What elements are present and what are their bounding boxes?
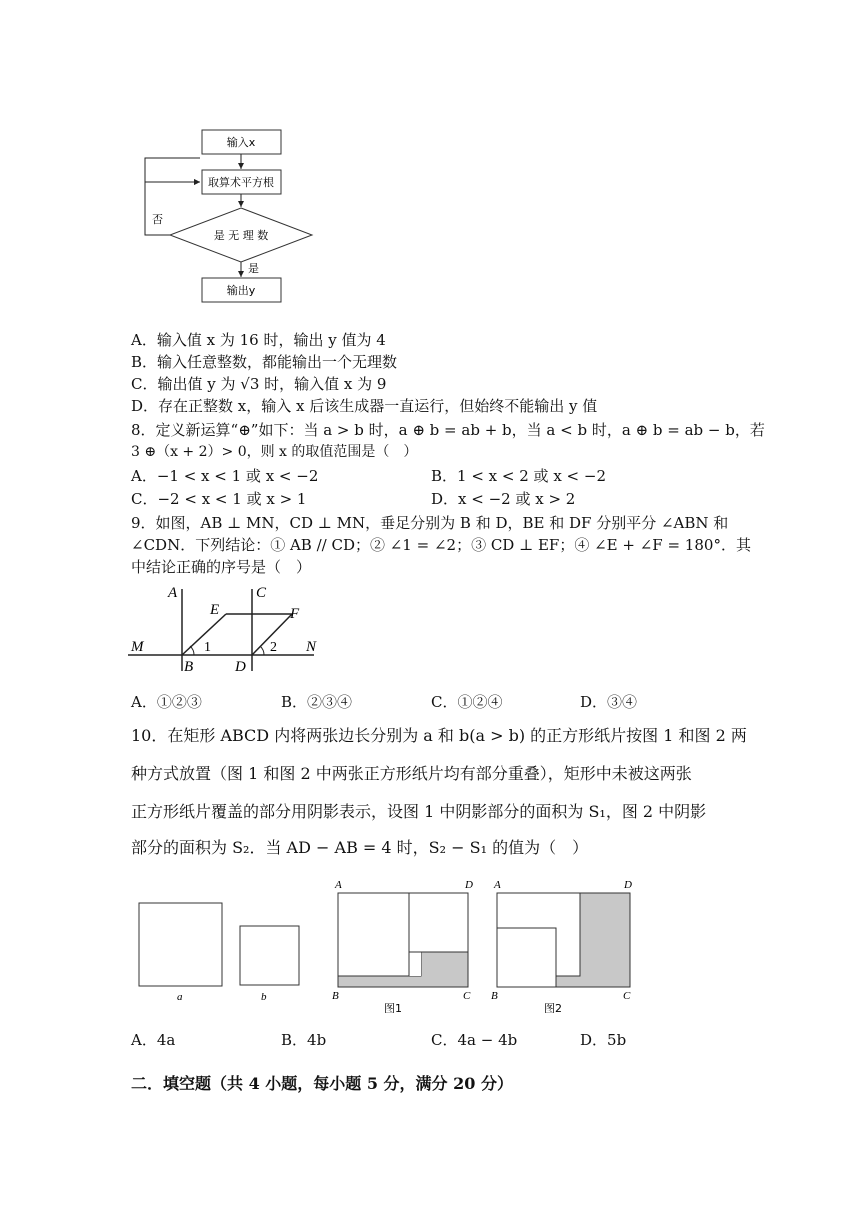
label-n: N [306,639,317,655]
q10-option-d: D．5b [580,1031,627,1049]
flowchart-sqrt-text: 取算术平方根 [208,176,274,189]
q10-stem-line4: 部分的面积为 S₂．当 AD − AB = 4 时，S₂ − S₁ 的值为（ ） [131,838,589,857]
flowchart-no-label: 否 [152,213,163,226]
q7-option-a: A．输入值 x 为 16 时，输出 y 值为 4 [131,331,386,349]
section-heading-fill-blank: 二．填空题（共 4 小题，每小题 5 分，满分 20 分） [131,1074,513,1093]
label-b: B [184,659,194,675]
label-side-b: b [261,991,267,1003]
q8-stem-line2: 3 ⊕（x + 2）> 0，则 x 的取值范围是（ ） [131,444,418,460]
q7-option-b: B．输入任意整数，都能输出一个无理数 [131,353,398,371]
q9-geometry-figure [128,585,328,677]
q9-stem-line3: 中结论正确的序号是（ ） [131,558,312,576]
label-f: F [290,606,300,622]
flowchart-input-text: 输入x [226,136,256,149]
q8-option-d: D．x < −2 或 x > 2 [431,490,576,508]
label-d: D [235,659,246,675]
flowchart-diagram [140,125,340,310]
fig1-label-d: D [465,879,473,891]
q10-figures [130,878,650,1013]
fig2-caption: 图2 [544,1002,562,1013]
label-angle-2: 2 [270,640,277,655]
q9-option-a: A．①②③ [131,693,202,711]
fig2-square-b [497,928,556,987]
label-a: A [168,585,178,601]
flowchart-output-text: 输出y [226,284,256,297]
fig1-square-b [409,893,468,952]
fig2-label-a: A [494,879,501,891]
label-side-a: a [177,991,183,1003]
q10-option-a: A．4a [131,1031,176,1049]
square-b [240,926,299,985]
fig2-label-d: D [624,879,632,891]
fig1-label-c: C [463,990,471,1002]
q10-stem-line3: 正方形纸片覆盖的部分用阴影表示，设图 1 中阴影部分的面积为 S₁，图 2 中阴影 [131,802,707,821]
fig1-label-a: A [335,879,342,891]
q8-stem-line1: 8．定义新运算“⊕”如下：当 a > b 时，a ⊕ b = ab + b，当 a < b 时，a ⊕ b = ab − b，若 [131,421,765,439]
q8-option-b: B．1 < x < 2 或 x < −2 [431,467,606,485]
label-m: M [131,639,144,655]
q7-option-d: D．存在正整数 x，输入 x 后该生成器一直运行，但始终不能输出 y 值 [131,397,598,415]
square-a [139,903,222,986]
q9-option-b: B．②③④ [281,693,353,711]
q10-stem-line2: 种方式放置（图 1 和图 2 中两张正方形纸片均有部分重叠），矩形中未被这两张 [131,764,692,783]
fig2-label-c: C [623,990,631,1002]
q10-stem-line1: 10．在矩形 ABCD 内将两张边长分别为 a 和 b(a > b) 的正方形纸片按图 1 和图 2 两 [131,726,747,745]
q10-option-c: C．4a − 4b [431,1031,518,1049]
q9-stem-line2: ∠CDN．下列结论：① AB // CD；② ∠1 = ∠2；③ CD ⊥ EF；④ ∠E + ∠F = 180°．其 [131,536,751,554]
q9-option-d: D．③④ [580,693,638,711]
q10-option-b: B．4b [281,1031,327,1049]
q8-option-a: A．−1 < x < 1 或 x < −2 [131,467,319,485]
flowchart-decision-text: 是 无 理 数 [213,229,269,242]
fig2-label-b: B [491,990,498,1002]
label-angle-1: 1 [204,640,211,655]
fig1-label-b: B [332,990,339,1002]
q9-stem-line1: 9．如图，AB ⊥ MN，CD ⊥ MN，垂足分别为 B 和 D，BE 和 DF 分别平分 ∠ABN 和 [131,514,729,532]
label-e: E [210,602,220,618]
q9-option-c: C．①②④ [431,693,503,711]
flowchart-yes-label: 是 [248,262,259,275]
fig1-caption: 图1 [384,1002,402,1013]
label-c: C [256,585,267,601]
q8-option-c: C．−2 < x < 1 或 x > 1 [131,490,307,508]
q7-option-c: C．输出值 y 为 √3 时，输入值 x 为 9 [131,375,387,393]
